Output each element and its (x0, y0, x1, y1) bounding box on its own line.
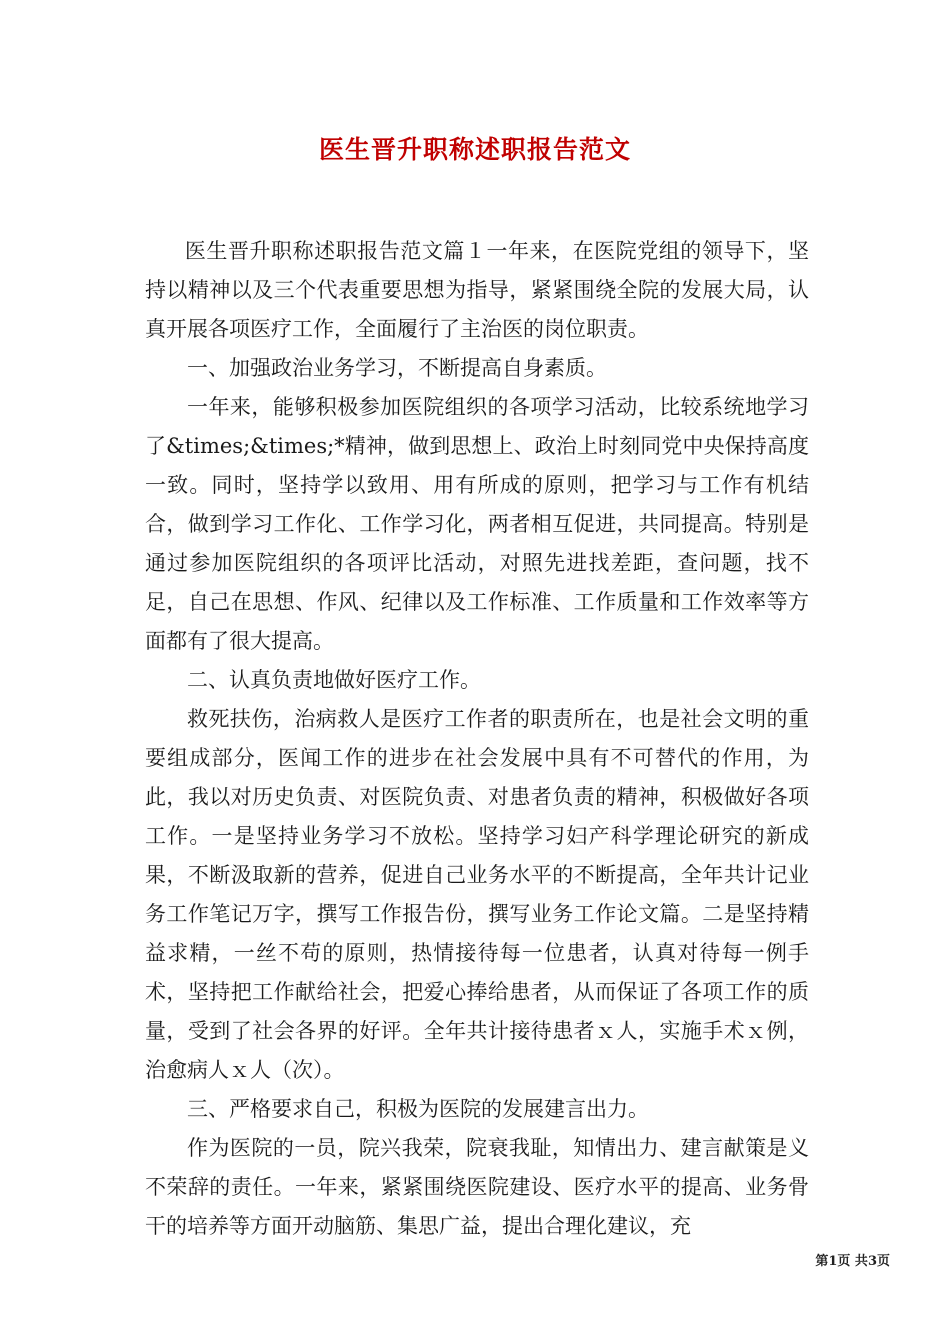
paragraph-study: 一年来，能够积极参加医院组织的各项学习活动，比较系统地学习了&times;&times;*精神，做到思想上、政治上时刻同党中央保持高度一致。同时，坚持学以致用、用有所成的原则，把学习与工作有机结合，做到学习工作化、工作学习化，两者相互促进，共同提高。特别是通过参加医院组织的各项评比活动，对照先进找差距，查问题，找不足，自己在思想、作风、纪律以及工作标准、工作质量和工作效率等方面都有了很大提高。 (145, 395, 809, 653)
footer-middle: 页 共 (837, 1254, 868, 1269)
document-body (145, 232, 809, 1246)
section-heading-3: 三、严格要求自己，积极为医院的发展建言出力。 (187, 1097, 649, 1121)
section-heading-1: 一、加强政治业务学习，不断提高自身素质。 (187, 356, 607, 380)
page-title: 医生晋升职称述职报告范文 (318, 135, 631, 164)
footer-suffix: 页 (876, 1254, 890, 1269)
footer-page-number: 1 (828, 1254, 838, 1269)
paragraph-intro: 医生晋升职称述职报告范文篇１一年来，在医院党组的领导下，坚持以精神以及三个代表重要思想为指导，紧紧围绕全院的发展大局，认真开展各项医疗工作，全面履行了主治医的岗位职责。 (145, 239, 809, 341)
footer-total-pages: 3 (867, 1254, 877, 1269)
section-heading-2: 二、认真负责地做好医疗工作。 (187, 668, 481, 692)
page-footer (0, 1250, 890, 1269)
paragraph-suggestions: 作为医院的一员，院兴我荣，院衰我耻，知情出力、建言献策是义不荣辞的责任。一年来，紧紧围绕医院建设、医疗水平的提高、业务骨干的培养等方面开动脑筋、集思广益，提出合理化建议，充 (145, 1136, 809, 1238)
footer-prefix: 第 (815, 1254, 829, 1269)
paragraph-medical-work: 救死扶伤，治病救人是医疗工作者的职责所在，也是社会文明的重要组成部分，医闻工作的进步在社会发展中具有不可替代的作用，为此，我以对历史负责、对医院负责、对患者负责的精神，积极做好各项工作。一是坚持业务学习不放松。坚持学习妇产科学理论研究的新成果，不断汲取新的营养，促进自己业务水平的不断提高，全年共计记业务工作笔记万字，撰写工作报告份，撰写业务工作论文篇。二是坚持精益求精，一丝不苟的原则，热情接待每一位患者，认真对待每一例手术，坚持把工作献给社会，把爱心捧给患者，从而保证了各项工作的质量，受到了社会各界的好评。全年共计接待患者ｘ人，实施手术ｘ例，治愈病人ｘ人（次）。 (145, 707, 809, 1082)
